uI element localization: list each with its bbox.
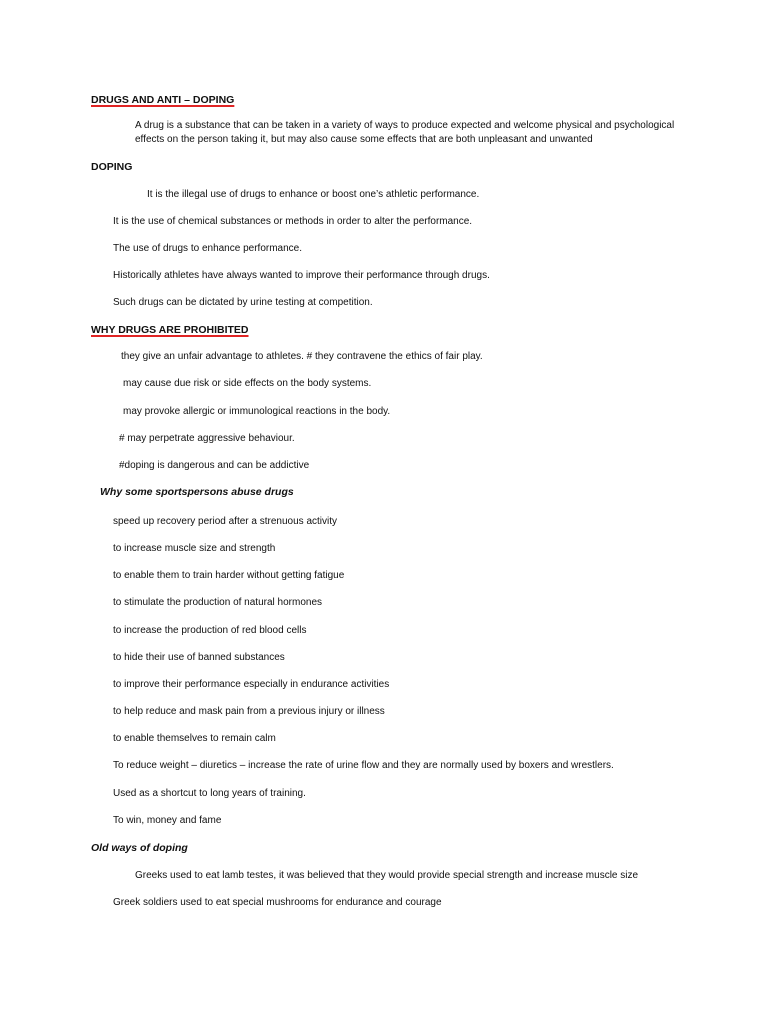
abuse-line: to enable themselves to remain calm — [113, 733, 276, 744]
abuse-line: to help reduce and mask pain from a previous injury or illness — [113, 706, 385, 717]
old-ways-line: Greeks used to eat lamb testes, it was believed that they would provide special strength and increase muscle size — [135, 870, 639, 881]
abuse-line: to increase muscle size and strength — [113, 543, 276, 554]
doping-line: It is the use of chemical substances or methods in order to alter the performance. — [113, 216, 473, 227]
abuse-line: to improve their performance especially in endurance activities — [113, 679, 390, 690]
abuse-line: To reduce weight – diuretics – increase the rate of urine flow and they are normally used by boxers and wrestlers. — [113, 760, 614, 771]
abuse-line: to increase the production of red blood cells — [113, 625, 307, 636]
abuse-heading: Why some sportspersons abuse drugs — [100, 486, 294, 498]
prohibited-line: they give an unfair advantage to athletes. # they contravene the ethics of fair play. — [121, 351, 483, 362]
prohibited-line: #doping is dangerous and can be addictive — [119, 460, 310, 471]
prohibited-heading: WHY DRUGS ARE PROHIBITED — [91, 324, 249, 336]
definition-paragraph: A drug is a substance that can be taken in a variety of ways to produce expected and welcome physical and psychological effects on the person taking it, but may also cause some effects that are both unpleasant and unwanted — [135, 120, 675, 145]
doping-line: Historically athletes have always wanted to improve their performance through drugs. — [113, 270, 490, 281]
abuse-line: speed up recovery period after a strenuous activity — [113, 516, 338, 527]
abuse-line: to hide their use of banned substances — [113, 652, 285, 663]
old-ways-heading: Old ways of doping — [91, 842, 188, 854]
prohibited-line: # may perpetrate aggressive behaviour. — [119, 433, 295, 444]
old-ways-line: Greek soldiers used to eat special mushrooms for endurance and courage — [113, 897, 442, 908]
doping-heading: DOPING — [91, 161, 133, 173]
doping-line: Such drugs can be dictated by urine testing at competition. — [113, 297, 373, 308]
abuse-line: Used as a shortcut to long years of training. — [113, 788, 306, 799]
doping-line: It is the illegal use of drugs to enhance or boost one’s athletic performance. — [147, 189, 480, 200]
doping-line: The use of drugs to enhance performance. — [113, 243, 303, 254]
document-title: DRUGS AND ANTI – DOPING — [91, 94, 235, 106]
prohibited-line: may cause due risk or side effects on the body systems. — [123, 378, 372, 389]
abuse-line: to enable them to train harder without getting fatigue — [113, 570, 345, 581]
prohibited-line: may provoke allergic or immunological reactions in the body. — [123, 406, 391, 417]
abuse-line: To win, money and fame — [113, 815, 222, 826]
abuse-line: to stimulate the production of natural hormones — [113, 597, 323, 608]
